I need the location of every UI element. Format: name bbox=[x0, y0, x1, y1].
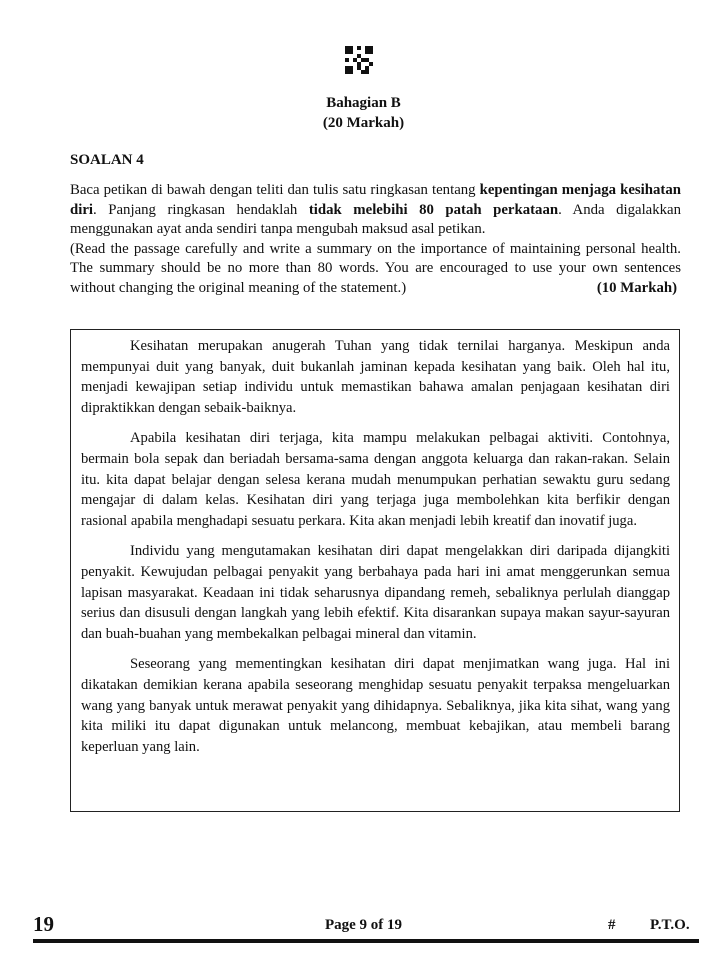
footer-rule bbox=[33, 939, 699, 943]
page-indicator: Page 9 of 19 bbox=[324, 917, 403, 933]
passage-box bbox=[70, 329, 680, 812]
qr-code-icon bbox=[345, 46, 373, 74]
page-footer bbox=[0, 912, 727, 942]
passage-paragraph: Seseorang yang mementingkan kesihatan diri dapat menjimatkan wang juga. Hal ini dikatakan demikian kerana apabila seseorang menghidap sesuatu penyakit terpaksa mengeluarkan wang yang banyak untuk merawat penyakit yang dihidapnya. Sebaliknya, jika kita sihat, wang yang kita miliki itu dapat digunakan untuk melancong, membuat kebajikan, atau membeli barang keperluan yang lain. bbox=[81, 656, 670, 755]
pto-label: P.T.O. bbox=[650, 917, 690, 933]
hash-mark: # bbox=[608, 917, 616, 933]
instr-english-text: (Read the passage carefully and write a summary on the importance of maintaining personal health. The summary should be no more than 80 words. You are encouraged to use your own sentences without changing the original meaning of the statement.) bbox=[70, 240, 681, 296]
passage-paragraph: Individu yang mengutamakan kesihatan diri dapat mengelakkan diri daripada dijangkiti penyakit. Kewujudan pelbagai penyakit yang berbahaya pada hari ini amat menggerunkan semua lapisan masyarakat. Keadaan ini tidak seharusnya dipandang remeh, sebaliknya perlulah dianggap serius dan disusuli dengan langkah yang lebih efektif. Kita disarankan supaya makan sayur-sayuran dan buah-buahan yang membekalkan pelbagai mineral dan vitamin. bbox=[81, 543, 670, 642]
section-heading bbox=[0, 93, 727, 133]
instr-text-3: . Anda digalakkan menggunakan ayat anda sendiri tanpa mengubah maksud asal petikan. bbox=[70, 201, 682, 237]
instructions-english bbox=[70, 240, 681, 299]
instructions-malay bbox=[70, 181, 681, 240]
section-title: Bahagian B bbox=[326, 95, 401, 111]
instr-text-1: Baca petikan di bawah dengan teliti dan tulis satu ringkasan tentang bbox=[70, 182, 480, 198]
instr-bold-topic: kepentingan menjaga kesihatan diri bbox=[70, 182, 681, 218]
page-number: 19 bbox=[33, 912, 54, 936]
instr-text-2: . Panjang ringkasan hendaklah bbox=[93, 201, 309, 218]
question-marks: (10 Markah) bbox=[596, 279, 677, 296]
question-label: SOALAN 4 bbox=[70, 152, 144, 168]
section-marks: (20 Markah) bbox=[322, 115, 405, 131]
passage-paragraph: Apabila kesihatan diri terjaga, kita mampu melakukan pelbagai aktiviti. Contohnya, bermain bola sepak dan beriadah bersama-sama dengan anggota keluarga dan rakan-rakan. Selain itu. kita dapat belajar dengan selesa kerana mudah menumpukan perhatian sewaktu guru sedang mengajar di dalam kelas. Kesihatan diri yang terjaga juga membolehkan kita berfikir dengan rasional apabila menghadapi sesuatu perkara. Kita akan menjadi lebih kreatif dan inovatif juga. bbox=[81, 430, 670, 529]
question-instructions bbox=[70, 181, 681, 298]
passage-paragraph: Kesihatan merupakan anugerah Tuhan yang tidak ternilai harganya. Meskipun anda mempunyai duit yang banyak, duit bukanlah jaminan kepada kesihatan yang baik. Oleh hal itu, menjadi kewajipan setiap individu untuk memastikan bahawa amalan penjagaan kesihatan diri dipraktikkan dengan sebaik-baiknya. bbox=[81, 338, 670, 416]
instr-bold-limit: tidak melebihi 80 patah perkataan bbox=[308, 201, 559, 218]
